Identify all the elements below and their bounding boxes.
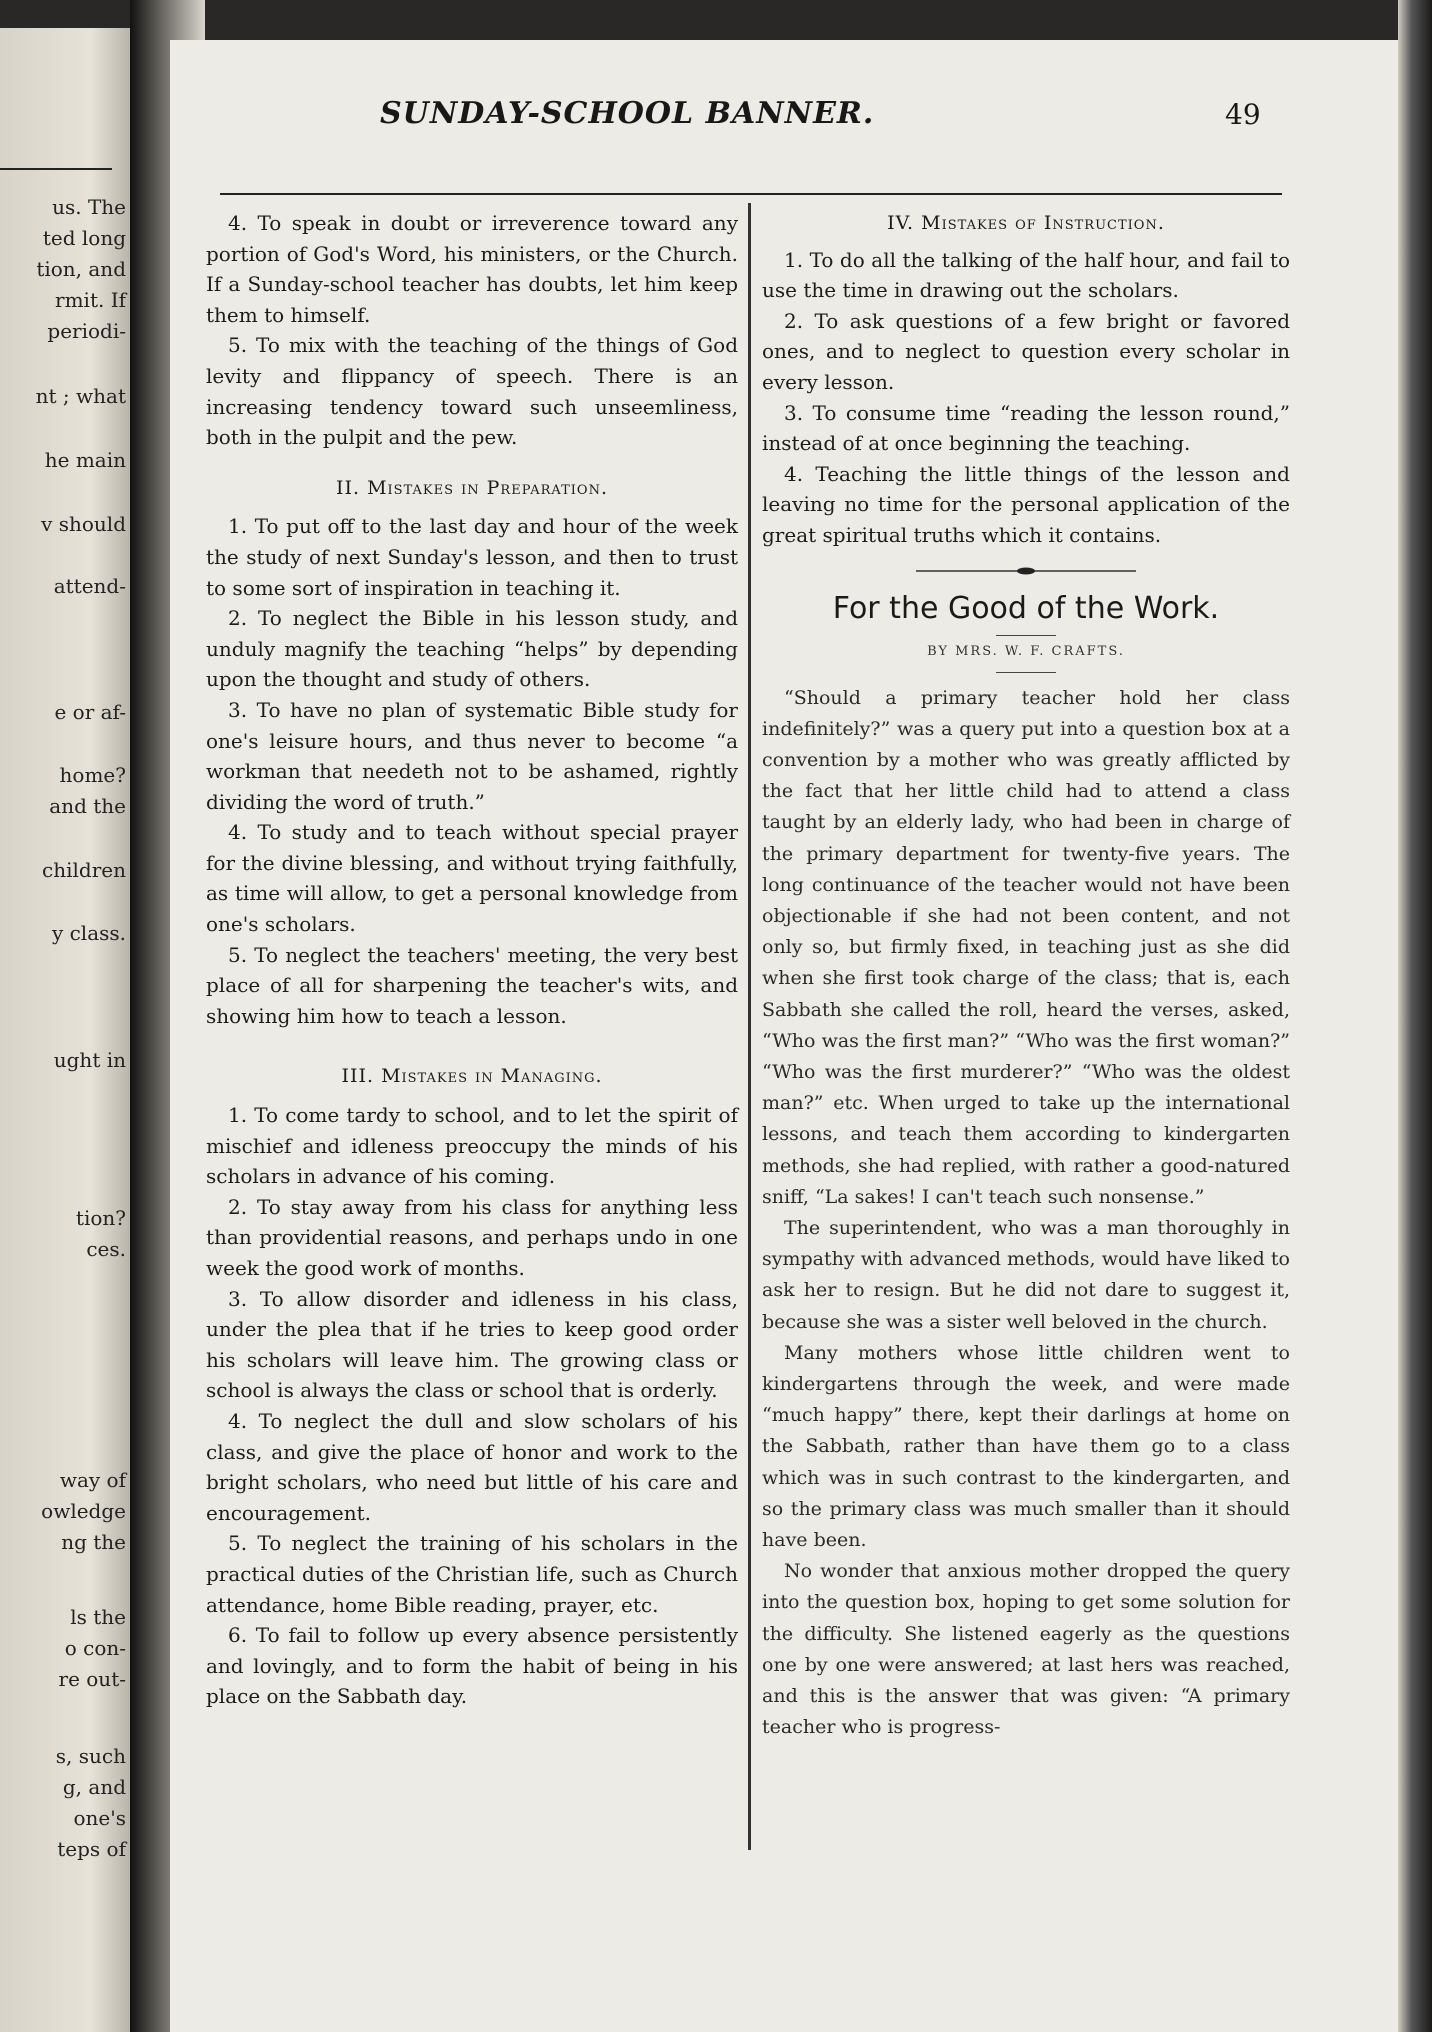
list-item: 1. To come tardy to school, and to let the spirit of mischief and idleness preoccupy the minds of his scholars in advance of his coming. bbox=[206, 1103, 738, 1189]
facing-page-rule bbox=[0, 168, 112, 170]
article-body bbox=[762, 683, 1290, 1744]
list-item: 1. To do all the talking of the half hour, and fail to use the time in drawing out the scholars. bbox=[762, 247, 1290, 303]
running-head: SUNDAY-SCHOOL BANNER. bbox=[380, 96, 875, 131]
list-item: 5. To neglect the training of his scholars in the practical duties of the Christian life, such as Church attendance, home Bible reading, prayer, etc. bbox=[206, 1531, 738, 1617]
facing-page-fragment: children bbox=[42, 858, 126, 882]
list-item: 3. To allow disorder and idleness in his class, under the plea that if he tries to keep good order his scholars will leave him. The growing class or school is always the class or school that is orderly. bbox=[206, 1286, 738, 1403]
article-paragraph: No wonder that anxious mother dropped the query into the question box, hoping to get some solution for the difficulty. She listened eagerly as the questions one by one were answered; at last hers was reached, and this is the answer that was given: “A primary teacher who is progress- bbox=[762, 1560, 1290, 1739]
header-rule bbox=[220, 193, 1282, 195]
section-heading-instruction: IV. Mistakes of Instruction. bbox=[887, 212, 1165, 234]
list-item: 6. To fail to follow up every absence persistently and lovingly, and to form the habit of being in his place on the Sabbath day. bbox=[206, 1623, 738, 1709]
facing-page-fragment: attend- bbox=[53, 574, 126, 598]
right-column bbox=[762, 208, 1290, 1743]
title-rule bbox=[996, 635, 1056, 636]
facing-page-fragment: nt ; what bbox=[35, 384, 126, 408]
facing-page-fragment: rmit. If bbox=[55, 288, 126, 312]
list-item: 1. To put off to the last day and hour of the week the study of next Sunday's lesson, and then to trust to some sort of inspiration in teaching it. bbox=[206, 514, 738, 600]
facing-page-fragment: owledge bbox=[41, 1499, 126, 1523]
list-item: 4. To speak in doubt or irreverence toward any portion of God's Word, his ministers, or the Church. If a Sunday-school teacher has doubts, let him keep them to himself. bbox=[206, 211, 738, 327]
list-item: 4. To neglect the dull and slow scholars of his class, and give the place of honor and work to the bright scholars, who need but little of his care and encouragement. bbox=[206, 1408, 738, 1525]
facing-page-fragment: ces. bbox=[86, 1237, 126, 1261]
facing-page-fragment: tion, and bbox=[36, 257, 126, 281]
facing-page-fragment: and the bbox=[49, 794, 126, 818]
page-number: 49 bbox=[1225, 98, 1261, 131]
facing-page-fragment: re out- bbox=[58, 1667, 126, 1691]
article-title: For the Good of the Work. bbox=[832, 590, 1220, 626]
facing-page bbox=[0, 28, 130, 2032]
facing-page-fragment: ls the bbox=[70, 1605, 126, 1629]
article-paragraph: Many mothers whose little children went to kindergartens through the week, and were made “much happy” there, kept their darlings at home on the Sabbath, rather than have them go to a class which was in such contrast to the kindergarten, and so the primary class was much smaller than it should have been. bbox=[762, 1341, 1290, 1552]
facing-page-fragment: he main bbox=[44, 448, 126, 472]
list-item: 4. Teaching the little things of the lesson and leaving no time for the personal application of the great spiritual truths which it contains. bbox=[762, 461, 1290, 547]
facing-page-fragment: ught in bbox=[53, 1048, 126, 1072]
article-paragraph: “Should a primary teacher hold her class indefinitely?” was a query put into a question box at a convention by a mother who was greatly afflicted by the fact that her little child had to attend a class taught by an elderly lady, who had been in charge of the primary department for twenty-five years. The long continuance of the teacher would not have been objectionable if she had not been content, and not only so, but firmly fixed, in teaching just as she did when she first took charge of the class; that is, each Sabbath she called the roll, heard the verses, asked, “Who was the first man?” “Who was the first woman?” “Who was the first murderer?” “Who was the oldest man?” etc. When urged to take up the international lessons, and teach them according to kindergarten methods, she had replied, with rather a good-natured sniff, “La sakes! I can't teach such nonsense.” bbox=[762, 686, 1290, 1208]
list-item: 3. To have no plan of systematic Bible study for one's leisure hours, and thus never to become “a workman that needeth not to be ashamed, rightly dividing the word of truth.” bbox=[206, 697, 738, 814]
list-item: 2. To neglect the Bible in his lesson study, and unduly magnify the teaching “helps” by depending upon the thought and study of others. bbox=[206, 606, 738, 692]
list-item: 2. To stay away from his class for anything less than providential reasons, and perhaps undo in one week the good work of months. bbox=[206, 1194, 738, 1280]
ornamental-rule bbox=[916, 565, 1136, 577]
facing-page-fragment: y class. bbox=[51, 921, 126, 945]
list-item: 2. To ask questions of a few bright or favored ones, and to neglect to question every scholar in every lesson. bbox=[762, 308, 1290, 394]
left-column bbox=[206, 208, 738, 1712]
column-divider bbox=[748, 203, 751, 1850]
page-edge-shadow bbox=[1398, 0, 1432, 2032]
facing-page-fragment: teps of bbox=[57, 1837, 126, 1861]
facing-page-fragment: way of bbox=[59, 1468, 126, 1492]
facing-page-fragment: s, such bbox=[55, 1744, 126, 1768]
facing-page-fragment: ted long bbox=[42, 226, 126, 250]
facing-page-fragment: g, and bbox=[62, 1775, 126, 1799]
section-heading-preparation: II. Mistakes in Preparation. bbox=[336, 476, 608, 499]
facing-page-fragment: periodi- bbox=[47, 319, 126, 343]
list-item: 5. To mix with the teaching of the things of God levity and flippancy of speech. There is an increasing tendency toward such unseemliness, both in the pulpit and the pew. bbox=[206, 333, 738, 450]
article-byline: BY MRS. W. F. CRAFTS. bbox=[927, 643, 1125, 659]
facing-page-fragment: home? bbox=[59, 763, 126, 787]
facing-page-fragment: us. The bbox=[52, 195, 126, 219]
facing-page-fragment: o con- bbox=[64, 1636, 126, 1660]
list-item: 4. To study and to teach without special prayer for the divine blessing, and without trying faithfully, as time will allow, to get a personal knowledge from one's scholars. bbox=[206, 820, 738, 937]
section-heading-managing: III. Mistakes in Managing. bbox=[341, 1065, 603, 1088]
article-paragraph: The superintendent, who was a man thoroughly in sympathy with advanced methods, would have liked to ask her to resign. But he did not dare to suggest it, because she was a sister well beloved in the church. bbox=[762, 1216, 1290, 1333]
facing-page-fragment: tion? bbox=[75, 1206, 126, 1230]
facing-page-fragment: one's bbox=[73, 1806, 126, 1830]
facing-page-fragment: ng the bbox=[61, 1530, 126, 1554]
list-item: 5. To neglect the teachers' meeting, the very best place of all for sharpening the teacher's wits, and showing him how to teach a lesson. bbox=[206, 942, 738, 1028]
list-item: 3. To consume time “reading the lesson round,” instead of at once beginning the teaching. bbox=[762, 400, 1290, 456]
facing-page-fragment: e or af- bbox=[54, 700, 126, 724]
byline-rule bbox=[996, 672, 1056, 673]
facing-page-fragment: v should bbox=[41, 512, 126, 536]
